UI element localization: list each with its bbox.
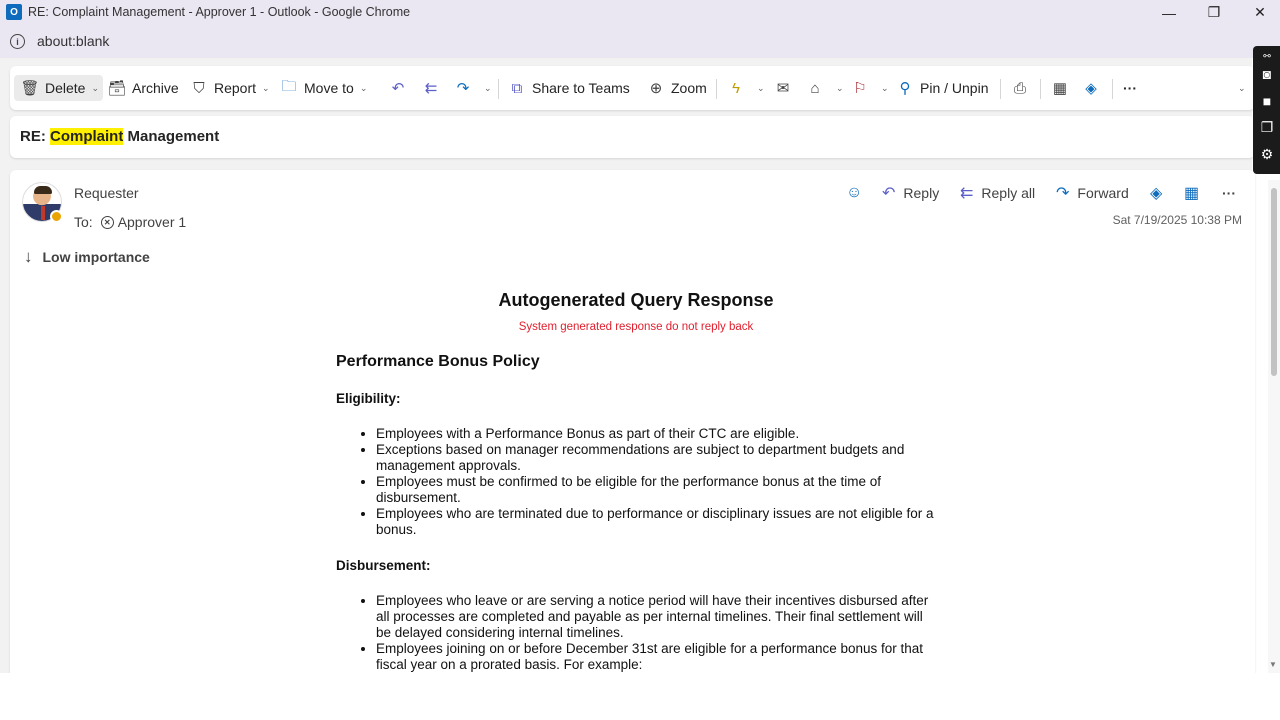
forward-icon: ↷ bbox=[456, 80, 470, 97]
recipient-line bbox=[74, 214, 186, 230]
tag-icon: ⌂ bbox=[810, 79, 820, 97]
minimize-button[interactable]: — bbox=[1162, 4, 1176, 21]
teams-icon: ⧉ bbox=[511, 79, 523, 97]
reply-ribbon-button[interactable] bbox=[388, 75, 413, 101]
print-button[interactable] bbox=[1010, 75, 1035, 101]
pin-unpin-button[interactable] bbox=[895, 75, 988, 101]
presence-away-icon bbox=[50, 210, 63, 223]
apps-button[interactable] bbox=[1050, 75, 1075, 101]
move-to-label: Move to bbox=[304, 80, 354, 96]
eligibility-list bbox=[336, 426, 936, 538]
extension-icon[interactable]: ⚯ bbox=[1263, 50, 1271, 61]
flag-button[interactable] bbox=[850, 75, 889, 101]
scroll-down-arrow-icon[interactable]: ▼ bbox=[1269, 660, 1277, 669]
trash-icon: 🗑 bbox=[20, 80, 40, 97]
categorize-button[interactable] bbox=[805, 75, 844, 101]
list-item: • Employees joining on or before December 31st are eligible for a performance bonus for that fiscal year on a prorated basis. For example: bbox=[376, 641, 936, 673]
reply-all-icon: ⇇ bbox=[424, 80, 438, 97]
archive-icon: 🗃 bbox=[107, 80, 127, 97]
more-actions-button[interactable] bbox=[1123, 75, 1137, 101]
avatar-hair bbox=[34, 186, 52, 194]
reply-all-ribbon-button[interactable] bbox=[421, 75, 446, 101]
more-label: ··· bbox=[1123, 80, 1137, 96]
scrollbar-thumb[interactable] bbox=[1271, 188, 1277, 376]
side-tool-panel bbox=[1253, 46, 1280, 174]
ribbon-toolbar bbox=[10, 66, 1255, 110]
importance-label: Low importance bbox=[42, 249, 150, 265]
smiley-icon: ☺ bbox=[846, 184, 863, 201]
pin-unpin-label: Pin / Unpin bbox=[920, 80, 989, 96]
shield-icon: ⛉ bbox=[193, 79, 205, 97]
site-info-icon[interactable]: i bbox=[10, 34, 25, 49]
chevron-down-icon: ⌄ bbox=[484, 82, 492, 93]
reply-label: Reply bbox=[903, 185, 940, 201]
apps-grid-icon: ▦ bbox=[1184, 185, 1200, 202]
ribbon-divider bbox=[498, 79, 499, 99]
reply-all-label: Reply all bbox=[981, 185, 1036, 201]
policy-title: Performance Bonus Policy bbox=[336, 353, 540, 370]
chevron-down-icon: ⌄ bbox=[359, 82, 368, 93]
address-bar bbox=[0, 25, 1280, 58]
forward-icon: ↷ bbox=[1056, 185, 1070, 202]
forward-ribbon-button[interactable] bbox=[453, 75, 492, 101]
ribbon-expand-button[interactable] bbox=[1238, 75, 1246, 101]
url-field[interactable]: about:blank bbox=[37, 33, 110, 49]
ribbon-divider bbox=[1000, 79, 1001, 99]
chevron-down-icon: ⌄ bbox=[91, 82, 100, 93]
archive-button[interactable] bbox=[107, 75, 179, 101]
emoji-react-button[interactable] bbox=[846, 183, 862, 203]
list-item: • Employees must be confirmed to be eligible for the performance bonus at the time of disbursement. bbox=[376, 474, 936, 506]
zoom-label: Zoom bbox=[671, 80, 707, 96]
more-label: ··· bbox=[1222, 185, 1236, 201]
body-title: Autogenerated Query Response bbox=[498, 290, 774, 310]
email-body bbox=[336, 290, 936, 673]
outlook-app-icon: O bbox=[6, 4, 22, 20]
forward-button[interactable] bbox=[1056, 183, 1129, 203]
zoom-icon: ⊕ bbox=[649, 80, 663, 97]
viva-insights-button[interactable] bbox=[1081, 75, 1106, 101]
apps-button[interactable] bbox=[1184, 183, 1199, 203]
viva-insights-button[interactable] bbox=[1150, 183, 1162, 203]
body-subtitle: System generated response do not reply back bbox=[518, 321, 754, 333]
close-button[interactable]: ✕ bbox=[1254, 4, 1266, 20]
camera-icon[interactable]: ◙ bbox=[1262, 66, 1272, 82]
quick-steps-button[interactable] bbox=[726, 75, 765, 101]
flag-icon: ⚐ bbox=[853, 80, 867, 97]
reply-icon: ↶ bbox=[391, 80, 405, 97]
folder-move-icon: 🗀 bbox=[281, 77, 297, 95]
report-label: Report bbox=[214, 80, 257, 96]
delete-label: Delete bbox=[45, 80, 86, 96]
blocked-recipient-icon: ✕ bbox=[101, 216, 114, 229]
zoom-button[interactable] bbox=[646, 75, 707, 101]
reply-all-button[interactable] bbox=[960, 183, 1035, 203]
message-pane bbox=[10, 170, 1255, 680]
sender-name[interactable]: Requester bbox=[74, 185, 139, 201]
windows-icon[interactable]: ❐ bbox=[1260, 118, 1274, 135]
disbursement-list bbox=[336, 593, 936, 673]
list-item: • Exceptions based on manager recommendations are subject to department budgets and management approvals. bbox=[376, 442, 936, 474]
sent-date: Sat 7/19/2025 10:38 PM bbox=[1112, 213, 1242, 227]
chevron-down-icon: ⌄ bbox=[262, 82, 270, 93]
chevron-down-icon: ⌄ bbox=[757, 82, 765, 93]
window-title: RE: Complaint Management - Approver 1 - Outlook - Google Chrome bbox=[28, 5, 411, 19]
delete-button[interactable] bbox=[14, 75, 103, 101]
chevron-down-icon: ⌄ bbox=[836, 82, 844, 93]
chevron-down-icon: ⌄ bbox=[881, 82, 889, 93]
move-to-button[interactable] bbox=[279, 75, 367, 101]
printer-icon: ⎙ bbox=[1013, 79, 1026, 97]
email-subject bbox=[20, 128, 219, 145]
forward-label: Forward bbox=[1077, 185, 1129, 201]
reply-all-icon: ⇇ bbox=[960, 185, 974, 202]
list-item: • Employees who are terminated due to performance or disciplinary issues are not eligible for a bonus. bbox=[376, 506, 936, 538]
diamond-icon: ◈ bbox=[1085, 80, 1097, 97]
arrow-down-icon: ↓ bbox=[24, 247, 33, 266]
list-item: • Employees who leave or are serving a notice period will have their incentives disbursed after all processes are completed and payable as per internal timelines. Their final settlement will be delayed considering internal timelines. bbox=[376, 593, 936, 641]
avatar-tie bbox=[41, 206, 45, 220]
report-button[interactable] bbox=[189, 75, 270, 101]
subject-suffix: Management bbox=[123, 128, 220, 145]
mark-read-button[interactable] bbox=[773, 75, 798, 101]
ribbon-divider bbox=[1040, 79, 1041, 99]
chevron-down-icon: ⌄ bbox=[1238, 82, 1246, 93]
envelope-open-icon: ✉ bbox=[776, 80, 790, 97]
to-label: To: bbox=[74, 214, 93, 230]
pin-icon: ⚲ bbox=[899, 80, 911, 97]
diamond-icon: ◈ bbox=[1150, 185, 1163, 202]
subject-bar bbox=[10, 116, 1255, 158]
share-to-teams-label: Share to Teams bbox=[532, 80, 630, 96]
list-item: • Employees with a Performance Bonus as part of their CTC are eligible. bbox=[376, 426, 936, 442]
importance-indicator bbox=[24, 247, 150, 267]
subject-highlight: Complaint bbox=[50, 128, 124, 145]
page-bottom-blank bbox=[0, 673, 1280, 720]
more-options-button[interactable] bbox=[1222, 183, 1236, 203]
gear-icon[interactable]: ⚙ bbox=[1260, 145, 1274, 162]
eligibility-heading: Eligibility: bbox=[336, 391, 401, 406]
lightning-icon: ϟ bbox=[732, 79, 740, 97]
share-to-teams-button[interactable] bbox=[507, 75, 630, 101]
archive-label: Archive bbox=[132, 80, 179, 96]
reply-button[interactable] bbox=[882, 183, 939, 203]
apps-grid-icon: ▦ bbox=[1052, 80, 1068, 97]
disbursement-heading: Disbursement: bbox=[336, 558, 431, 573]
browser-title-bar bbox=[0, 0, 1280, 25]
subject-prefix: RE: bbox=[20, 128, 50, 145]
ribbon-divider bbox=[1112, 79, 1113, 99]
maximize-button[interactable]: ❐ bbox=[1207, 4, 1221, 20]
video-icon[interactable]: ■ bbox=[1262, 93, 1272, 109]
ribbon-divider bbox=[716, 79, 717, 99]
outlook-reading-area bbox=[0, 58, 1252, 673]
recipient-name[interactable]: Approver 1 bbox=[117, 214, 187, 230]
reply-icon: ↶ bbox=[882, 185, 896, 202]
